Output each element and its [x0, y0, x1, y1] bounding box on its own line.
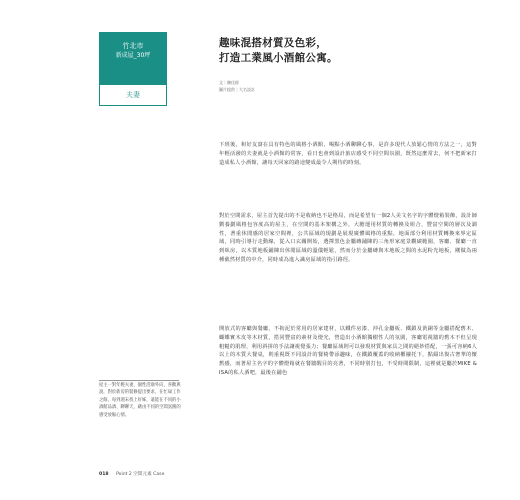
body-paragraph-1: 下班後，和好友窩在具有特色的風格小酒館，喝點小酒聊聊心事，是許多現代人放鬆心情的方法之一，這對年輕活潑的夫妻就是小酒館的常客，看日也會到設計旅店感受不同空間氛圍，既然這麼常去，何不把新家打造成私人小酒館，讓每天回家的路途變成最令人期待的時刻。	[219, 142, 477, 166]
photo-caption: 屋主一對年輕夫妻，個性活潑外向，喜歡與說，對於新房的裝修提出要求，在忙碌工作之餘，每到週末找上好姊，遠能在不同的小酒館品酒、聊聊天，藉由不同的空間氛圍的感受放鬆心情。	[99, 383, 181, 418]
title-line-2: 打造工業風小酒館公寓。	[219, 52, 338, 64]
location-city: 竹北市	[122, 42, 144, 50]
resident-category: 夫妻	[99, 84, 167, 106]
article-title	[219, 36, 479, 66]
page-footer	[99, 471, 164, 477]
caption-divider	[99, 380, 179, 381]
body-paragraph-3: 開放式的客廳與餐廳，不拘泥於常用的居家建材，以鐵件房漆、沖孔金屬板、鐵鎖及黃銅等金屬搭配舊木、蝴蝶實木皮等木材質，搭同豐富的素材及燈光，營造出小酒館獨樹性人的氛圍，客廳電視牆的舊木不但呈現粗糙的肌理，利用斜拼的手法讓視覺張力；餐廳區域則可以發現材質與家具之間的絕妙搭配，一張可容納6人以上的木質大餐桌，則重視既不同設計的餐椅帶添趣味，在鐵鎖覆蓋的收納櫃襯托下，點綴出復古奢華的懷舊感，而著屋主名字的字體燈箱就在餐牆醒目的亮著，不同時別打包，不受時間限制，這裡就是屬於MIKE & ISA的私人酒吧，最後在鋪色	[219, 326, 477, 376]
page-number: 018	[99, 472, 109, 477]
location-type: 新成屋_30坪	[115, 52, 151, 59]
body-paragraph-2: 對於空間需求，屋主首先提出的不是收納也不是格局，而是希望有一個2人美文名字的字體燈箱裝飾，設計師劉養劃風格包容度高的屋主，在空間的基本架構之外，大膽運用材質的轉換及組合，豐富空間的層次及調性，著重休閒感的居家空間裡，公共區域的規劃是展現廣體風格的重點，地面部分利用材質轉換來界定區域，同時引導行走動線，從入口玄關開始，選擇黑色金屬磚鋪陳的三角形家庭景觀碳範圍，客廳、餐廳一直到臥房，以木質地板鋪陳出休閒區域的溫儀輕鬆，然而分於金屬磚與木地板之間的水泥粉光地板，剛做為兩種截然材質的中介，同時成為進入識房區域的指引路徑。	[219, 213, 477, 263]
credit-writer: 文｜陳佳郁	[219, 80, 239, 85]
footer-section: Point 2 空間元素 Case	[116, 472, 165, 477]
article-credits	[219, 79, 419, 93]
location-tag	[99, 32, 167, 84]
credit-photo: 圖片提供｜大名設計	[219, 87, 255, 92]
title-line-1: 趣味混搭材質及色彩，	[219, 37, 327, 49]
